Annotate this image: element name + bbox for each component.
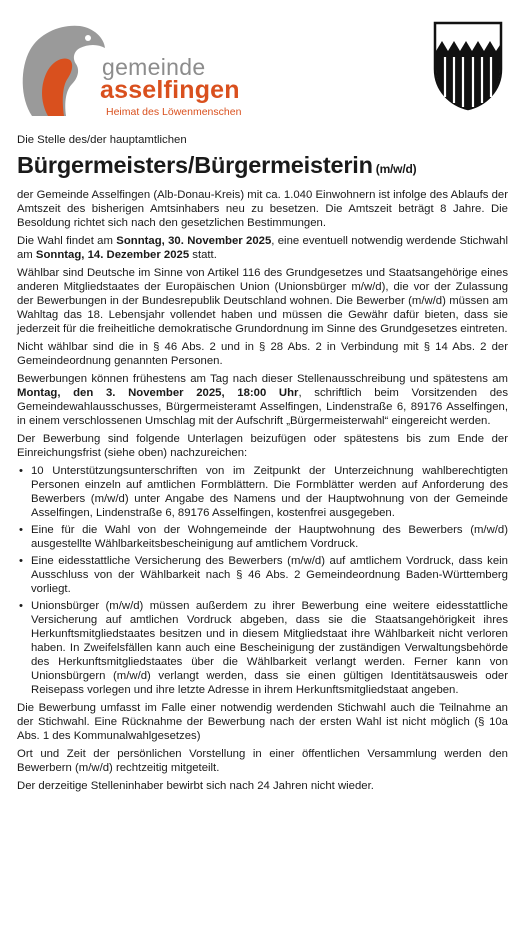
municipality-logo	[18, 18, 258, 122]
title-suffix: (m/w/d)	[375, 162, 417, 176]
deadline-text-b: , schriftlich beim Vorsitzenden des Gemeindewahlausschusses, Bürgermeisteramt Asselfingen, Lindenstraße 6, 89176 Asselfingen, in einem verschlossenen Umschlag mit der Aufschrift „Bürgermeisterwahl“ eingereicht werden.	[17, 387, 508, 427]
title-text: Bürgermeisters/Bürgermeisterin	[17, 152, 373, 178]
list-item-text: Unionsbürger (m/w/d) müssen außerdem zu ihrer Bewerbung eine weitere eidesstattliche Versicherung auf amtlichen Vordruck abgeben, dass sie die Staatsangehörigkeit ihres Herkunftsmitgliedstaates besitzen und in diesem Mitgliedstaat ihre Wählbarkeit nicht verloren haben. In Zweifelsfällen kann auch eine Bescheinigung der zuständigen Verwaltungsbehörde des Herkunftsmitgliedstaates über die Wählbarkeit verlangt werden. Ferner kann von Unionsbürgern (m/w/d) verlangt werden, dass sie einen gültigen Identitätsausweis oder Reisepass vorlegen und ihre letzte Adresse in ihrem Herkunftsmitgliedstaat angeben.	[31, 600, 508, 696]
paragraph-eligibility: Wählbar sind Deutsche im Sinne von Artikel 116 des Grundgesetzes und Staatsangehörige eines anderen Mitgliedstaates der Europäischen Union (Unionsbürger m/w/d), die vor der Zulassung der Bewerbungen in der Bundesrepublik Deutschland wohnen. Die Bewerber (m/w/d) müssen am Wahltag das 18. Lebensjahr vollendet haben und müssen die Gewähr dafür bieten, dass sie jederzeit für die freiheitliche demokratische Grundordnung im Sinne des Grundgesetzes eintreten.	[17, 267, 508, 335]
paragraph-presentation: Ort und Zeit der persönlichen Vorstellung in einer öffentlichen Versammlung werden den Bewerbern (m/w/d) rechtzeitig mitgeteilt.	[17, 748, 508, 774]
election-date: Sonntag, 30. November 2025	[116, 235, 272, 247]
paragraph-application-deadline	[17, 372, 508, 428]
paragraph-documents-intro: Der Bewerbung sind folgende Unterlagen beizufügen oder spätestens bis zum Ende der Einreichungsfrist (siehe oben) nachzureichen:	[17, 433, 508, 459]
logo-word-asselfingen: asselfingen	[100, 76, 240, 104]
bullet: •	[19, 555, 23, 567]
deadline-text-a: Bewerbungen können frühestens am Tag nach dieser Stellenausschreibung und spätestens am	[17, 373, 508, 385]
list-item	[17, 554, 508, 596]
bullet: •	[19, 524, 23, 536]
list-item-text: Eine für die Wahl von der Wohngemeinde der Hauptwohnung des Bewerbers (m/w/d) ausgestellte Wählbarkeitsbescheinigung auf amtlichem Vordruck.	[31, 524, 508, 550]
list-item	[17, 523, 508, 551]
logo-word-gemeinde: gemeinde	[102, 54, 206, 80]
paragraph-election-dates	[17, 234, 508, 262]
documents-list	[17, 464, 508, 697]
logo-tagline: Heimat des Löwenmenschen	[106, 106, 242, 118]
paragraph-ineligibility: Nicht wählbar sind die in § 46 Abs. 2 und in § 28 Abs. 2 in Verbindung mit § 14 Abs. 2 der Gemeindeordnung genannten Personen.	[17, 341, 508, 367]
election-text-a: Die Wahl findet am	[17, 235, 117, 247]
posting-body	[17, 133, 508, 797]
list-item	[17, 599, 508, 697]
page-title	[17, 151, 508, 183]
election-text-c: statt.	[189, 249, 217, 261]
paragraph-incumbent: Der derzeitige Stelleninhaber bewirbt sich nach 24 Jahren nicht wieder.	[17, 780, 374, 792]
paragraph-runoff: Die Bewerbung umfasst im Falle einer notwendig werdenden Stichwahl auch die Teilnahme an der Stichwahl. Eine Rücknahme der Bewerbung nach der ersten Wahl ist nicht möglich (§ 10a Abs. 1 des Kommunalwahlgesetzes)	[17, 702, 508, 742]
election-text-b: , eine eventuell notwendig werdende Stichwahl am	[17, 235, 508, 261]
paragraph-municipality: der Gemeinde Asselfingen (Alb-Donau-Kreis) mit ca. 1.040 Einwohnern ist infolge des Ablaufs der Amtszeit des bisherigen Amtsinhabers neu zu besetzen. Die Amtszeit beträgt 8 Jahre. Die Besoldung richtet sich nach den gesetzlichen Bestimmungen.	[17, 189, 508, 229]
bullet: •	[19, 465, 23, 477]
deadline-date: Montag, den 3. November 2025, 18:00 Uhr	[17, 387, 299, 399]
lion-man-figure-icon	[18, 18, 108, 122]
runoff-date: Sonntag, 14. Dezember 2025	[35, 249, 190, 261]
coat-of-arms-icon	[433, 21, 503, 111]
list-item-text: 10 Unterstützungsunterschriften von im Zeitpunkt der Unterzeichnung wahlberechtigten Personen einzeln auf amtlichen Formblättern. Die Formblätter werden auf Anforderung des Bewerbers (m/w/d) unter Angabe des Namens und der Hauptwohnung von der Gemeinde Asselfingen, Lindenstraße 6, 89176 Asselfingen, kostenfrei ausgegeben.	[31, 465, 508, 519]
intro-line: Die Stelle des/der hauptamtlichen	[17, 134, 187, 146]
list-item-text: Eine eidesstattliche Versicherung des Bewerbers (m/w/d) auf amtlichem Vordruck, dass kein Ausschluss von der Wählbarkeit nach § 46 Abs. 2 Gemeindeordnung Baden-Württemberg vorliegt.	[31, 555, 508, 595]
list-item	[17, 464, 508, 520]
bullet: •	[19, 600, 23, 612]
